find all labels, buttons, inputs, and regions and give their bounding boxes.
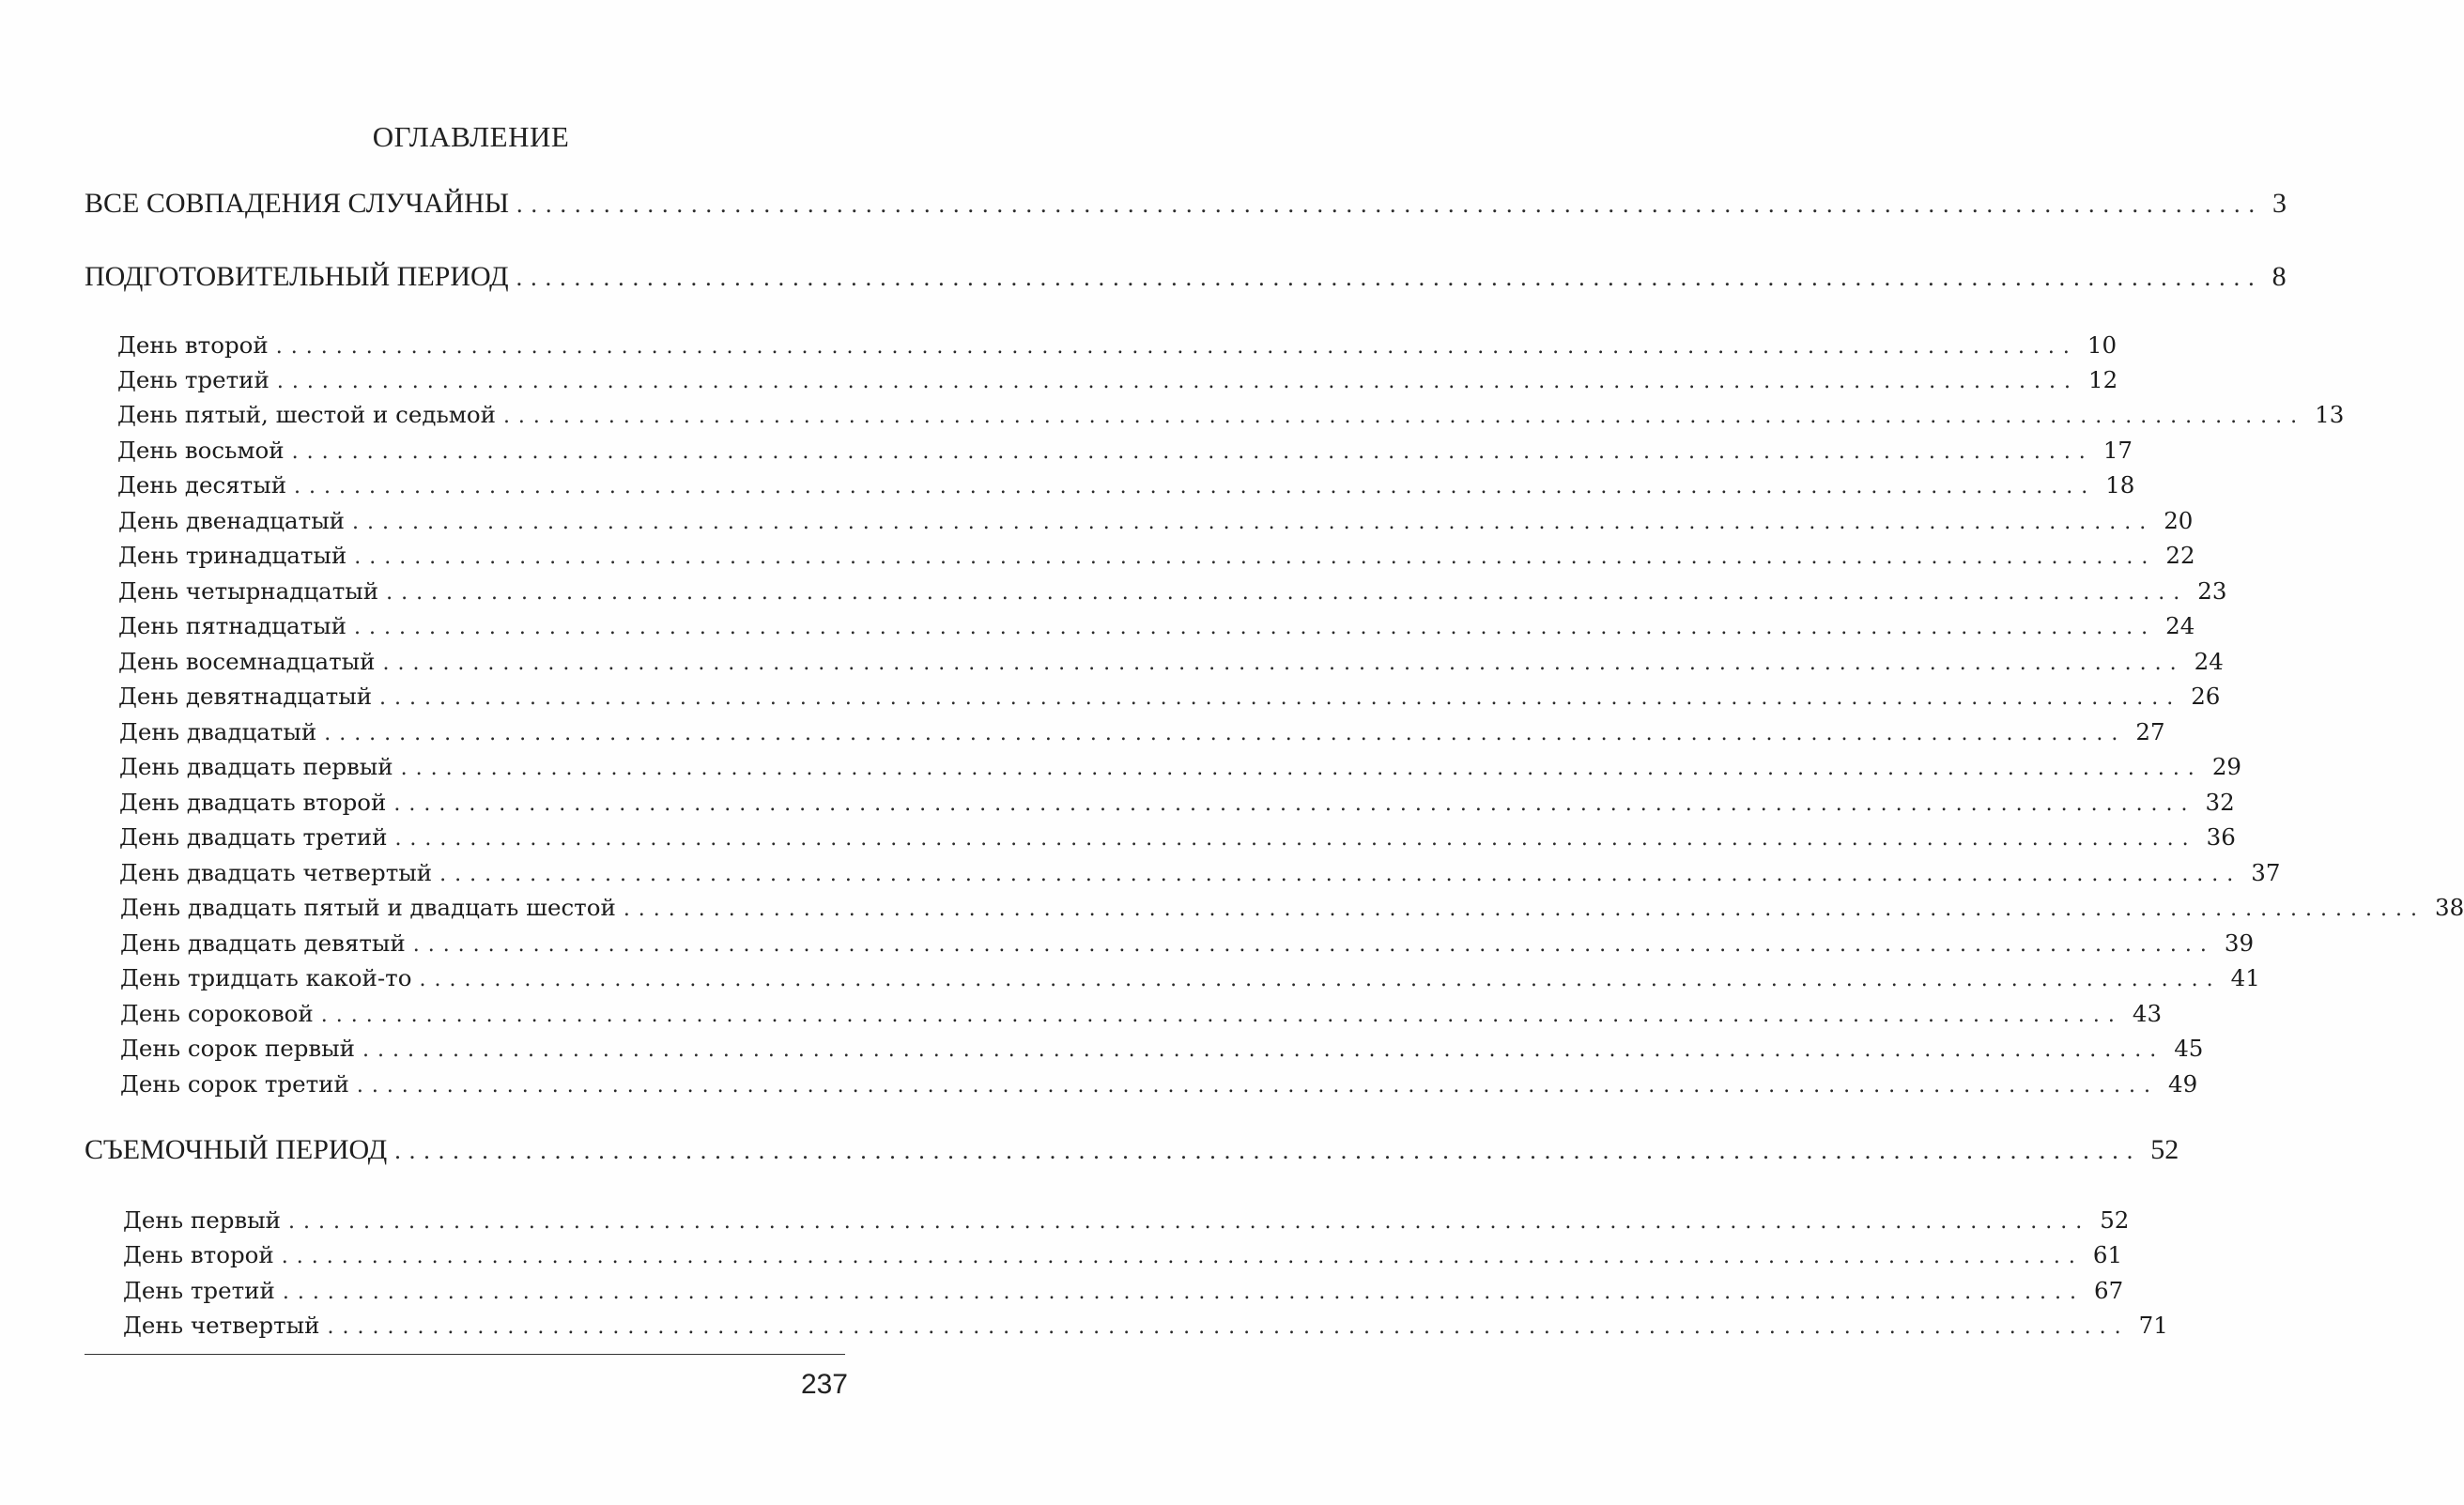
page-title: ОГЛАВЛЕНИЕ [372,120,570,153]
toc-entry-page: 38 [2435,894,2464,921]
toc-entry-title: День двадцать второй [119,789,387,816]
dot-leader: ........................................................................................................................ [362,1038,2165,1062]
toc-entry [120,1035,2204,1062]
dot-leader: ........................................................................................................................ [294,475,2097,499]
footer-rule [85,1354,845,1355]
toc-entry-title: День тринадцатый [118,542,347,569]
toc-entry-title: День второй [123,1241,274,1268]
toc-entry-page: 18 [2105,471,2135,499]
toc-entry [119,753,2241,780]
toc-entry [123,1277,2124,1304]
toc-entry-page: 27 [2135,718,2165,745]
toc-entry-title: День двенадцатый [118,507,346,534]
toc-entry-page: 61 [2092,1241,2123,1268]
toc-entry [119,859,2281,886]
toc-entry [119,789,2235,816]
toc-entry-title: День первый [123,1206,282,1234]
dot-leader: ........................................................................................................................ [352,511,2155,534]
dot-leader: ........................................................................................................................ [439,863,2242,886]
dot-leader: ........................................................................................................................ [412,933,2215,957]
toc-entry-page: 36 [2206,823,2236,851]
toc-entry [120,929,2255,957]
toc-entry [118,648,2224,675]
toc-entry-page: 22 [2165,542,2195,569]
toc-entry [118,683,2221,710]
dot-leader: ........................................................................................................................ [291,440,2094,464]
toc-entry [118,542,2195,569]
toc-entry-page: 24 [2194,648,2224,675]
toc-section-entry [85,188,2287,220]
toc-entry-title: День двадцать четвертый [119,859,433,886]
toc-entry [117,401,2345,428]
toc-entry-page: 52 [2100,1206,2130,1234]
toc-entry-title: СЪЕМОЧНЫЙ ПЕРИОД [85,1134,388,1165]
dot-leader: ........................................................................................................................ [327,1315,2130,1339]
toc-entry-page: 26 [2191,683,2221,710]
toc-entry-title: День сорок третий [120,1070,349,1098]
dot-leader: ........................................................................................................................ [288,1210,2091,1234]
toc-entry-page: 52 [2150,1134,2179,1165]
toc-entry-page: 24 [2165,612,2195,639]
toc-entry [120,964,2260,991]
toc-entry-title: День пятнадцатый [118,612,346,639]
dot-leader: ........................................................................................................................ [400,757,2203,780]
dot-leader: ........................................................................................................................ [281,1245,2084,1268]
dot-leader: ........................................................................................................................ [382,652,2185,675]
toc-entry-title: День сороковой [120,1000,314,1027]
toc-entry [120,894,2464,921]
dot-leader: ........................................................................................................................ [320,1004,2123,1027]
dot-leader: ........................................................................................................................ [516,264,2263,291]
toc-entry-title: День сорок первый [120,1035,356,1062]
toc-entry-page: 41 [2230,964,2260,991]
toc-entry-page: 17 [2102,437,2133,464]
toc-entry-title: День двадцать пятый и двадцать шестой [120,894,616,921]
dot-leader: ........................................................................................................................ [276,370,2080,393]
toc-entry [119,718,2165,745]
toc-entry-page: 67 [2094,1277,2124,1304]
toc-entry [119,823,2236,851]
toc-entry-page: 43 [2132,1000,2163,1027]
dot-leader: ........................................................................................................................ [282,1281,2086,1304]
toc-entry-title: День двадцать девятый [120,929,406,957]
toc-entry [117,366,2118,393]
toc-entry-page: 10 [2087,331,2118,359]
dot-leader: ........................................................................................................................ [393,792,2196,816]
toc-entry-title: День двадцатый [119,718,317,745]
dot-leader: ........................................................................................................................ [394,1137,2142,1164]
dot-leader: ........................................................................................................................ [623,898,2426,921]
toc-entry-page: 32 [2205,789,2235,816]
dot-leader: ........................................................................................................................ [419,968,2222,991]
toc-entry [118,577,2227,605]
toc-entry-page: 45 [2174,1035,2204,1062]
toc-entry-title: ВСЕ СОВПАДЕНИЯ СЛУЧАЙНЫ [85,188,509,219]
toc-entry-page: 39 [2224,929,2255,957]
toc-entry-page: 37 [2251,859,2281,886]
toc-entry-title: День тридцать какой-то [120,964,412,991]
toc-entry-page: 49 [2168,1070,2198,1098]
toc-entry-page: 23 [2197,577,2227,605]
page-number: 237 [800,1369,848,1400]
toc-entry-title: День восьмой [117,437,285,464]
toc-entry-title: День девятнадцатый [118,683,373,710]
dot-leader: ........................................................................................................................ [353,616,2157,639]
dot-leader: ........................................................................................................................ [324,722,2127,745]
toc-entry [123,1241,2123,1268]
toc-entry-title: День четвертый [123,1312,320,1339]
toc-entry-page: 8 [2272,261,2287,292]
toc-entry [120,1070,2198,1098]
toc-entry-title: День четырнадцатый [118,577,379,605]
toc-entry-title: День пятый, шестой и седьмой [117,401,496,428]
toc-entry [120,1000,2163,1027]
toc-entry [123,1312,2168,1339]
toc-entry-title: День второй [117,331,269,359]
toc-entry-page: 13 [2315,401,2345,428]
toc-entry-title: День восемнадцатый [118,648,376,675]
dot-leader: ........................................................................................................................ [502,405,2306,428]
toc-entry [118,507,2194,534]
toc-entry [117,471,2135,499]
toc-entry-title: День двадцать первый [119,753,393,780]
dot-leader: ........................................................................................................................ [275,335,2078,359]
toc-section-entry [85,1134,2179,1166]
toc-entry-title: ПОДГОТОВИТЕЛЬНЫЙ ПЕРИОД [85,261,509,292]
dot-leader: ........................................................................................................................ [394,827,2197,851]
toc-entry-page: 71 [2138,1312,2168,1339]
toc-entry-title: День двадцать третий [119,823,388,851]
dot-leader: ........................................................................................................................ [386,581,2189,605]
dot-leader: ........................................................................................................................ [356,1074,2160,1098]
toc-section-entry [85,261,2287,293]
toc-entry-page: 29 [2211,753,2241,780]
dot-leader: ........................................................................................................................ [516,191,2263,218]
dot-leader: ........................................................................................................................ [354,545,2157,569]
toc-entry-title: День третий [117,366,270,393]
toc-entry-page: 20 [2164,507,2194,534]
toc-entry [117,331,2118,359]
toc-entry [118,612,2195,639]
toc-entry-page: 12 [2088,366,2118,393]
toc-entry-title: День десятый [117,471,287,499]
toc-entry [123,1206,2130,1234]
toc-entry-page: 3 [2272,188,2287,219]
toc-entry [117,437,2133,464]
dot-leader: ........................................................................................................................ [379,686,2182,710]
toc-entry-title: День третий [123,1277,275,1304]
